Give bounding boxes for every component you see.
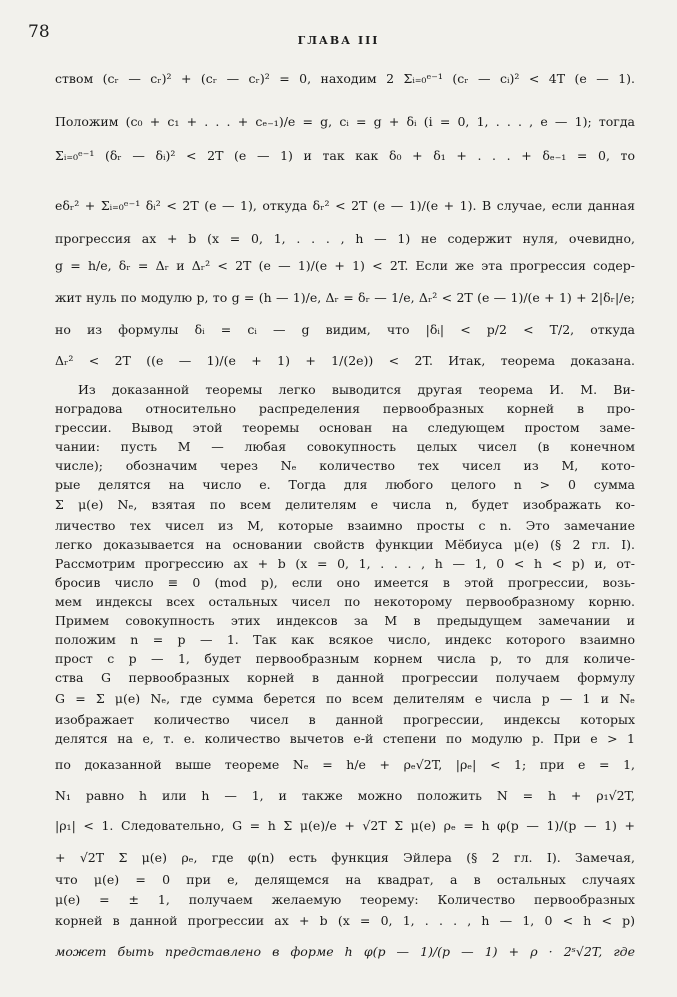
text-line: Положим (c₀ + c₁ + . . . + cₑ₋₁)/e = g, cᵢ = g + δᵢ (i = 0, 1, . . . , e — 1); тогда bbox=[55, 114, 635, 129]
text-line: может быть представлено в форме h φ(p — 1)/(p — 1) + ρ · 2ˢ√2T, где bbox=[55, 944, 635, 959]
text-line: положим n = p — 1. Так как всякое число, индекс которого взаимно bbox=[55, 632, 635, 647]
text-line: Примем совокупность этих индексов за M в предыдущем замечании и bbox=[55, 613, 635, 628]
text-line: изображает количество чисел в данной прогрессии, индексы которых bbox=[55, 712, 635, 727]
text-line: прогрессия ax + b (x = 0, 1, . . . , h — 1) не содержит нуля, очевидно, bbox=[55, 231, 635, 246]
text-line: G = Σ μ(e) Nₑ, где сумма берется по всем делителям e числа p — 1 и Nₑ bbox=[55, 691, 635, 706]
text-line: ноградова относительно распределения первообразных корней в про- bbox=[55, 401, 635, 416]
text-line: грессии. Вывод этой теоремы основан на следующем простом заме- bbox=[55, 420, 635, 435]
text-line: + √2T Σ μ(e) ρₑ, где φ(n) есть функция Эйлера (§ 2 гл. I). Замечая, bbox=[55, 850, 635, 865]
text-line: Δᵣ² < 2T ((e — 1)/(e + 1) + 1/(2e)) < 2T. Итак, теорема доказана. bbox=[55, 353, 635, 368]
text-line: мем индексы всех остальных чисел по некоторому первообразному корню. bbox=[55, 594, 635, 609]
text-line: |ρ₁| < 1. Следовательно, G = h Σ μ(e)/e + √2T Σ μ(e) ρₑ = h φ(p — 1)/(p — 1) + bbox=[55, 818, 635, 833]
text-line: ством (cᵣ — cᵣ)² + (cᵣ — cᵣ)² = 0, находим 2 Σᵢ₌₀ᵉ⁻¹ (cᵣ — cᵢ)² < 4T (e — 1). bbox=[55, 71, 635, 86]
text-line: числе); обозначим через Nₑ количество тех чисел из M, кото- bbox=[55, 458, 635, 473]
text-line: бросив число ≡ 0 (mod p), если оно имеется в этой прогрессии, возь- bbox=[55, 575, 635, 590]
text-line: что μ(e) = 0 при e, делящемся на квадрат, а в остальных случаях bbox=[55, 872, 635, 887]
text-line: корней в данной прогрессии ax + b (x = 0, 1, . . . , h — 1, 0 < h < p) bbox=[55, 913, 635, 928]
text-line: Σ μ(e) Nₑ, взятая по всем делителям e числа n, будет изображать ко- bbox=[55, 497, 635, 512]
page-number: 78 bbox=[28, 22, 50, 42]
text-line: личество тех чисел из M, которые взаимно просты с n. Это замечание bbox=[55, 518, 635, 533]
text-line: μ(e) = ± 1, получаем желаемую теорему: Количество первообразных bbox=[55, 892, 635, 907]
text-line: eδᵣ² + Σᵢ₌₀ᵉ⁻¹ δᵢ² < 2T (e — 1), откуда δᵣ² < 2T (e — 1)/(e + 1). В случае, если данная bbox=[55, 198, 635, 213]
text-line: g = h/e, δᵣ = Δᵣ и Δᵣ² < 2T (e — 1)/(e + 1) < 2T. Если же эта прогрессия содер- bbox=[55, 258, 635, 273]
running-head: ГЛАВА III bbox=[297, 34, 380, 47]
text-line: рые делятся на число e. Тогда для любого целого n > 0 сумма bbox=[55, 477, 635, 492]
text-line: ства G первообразных корней в данной прогрессии получаем формулу bbox=[55, 670, 635, 685]
text-line: прост с p — 1, будет первообразным корнем числа p, то для количе- bbox=[55, 651, 635, 666]
text-line: Рассмотрим прогрессию ax + b (x = 0, 1, . . . , h — 1, 0 < h < p) и, от- bbox=[55, 556, 635, 571]
text-line: Σᵢ₌₀ᵉ⁻¹ (δᵣ — δᵢ)² < 2T (e — 1) и так как δ₀ + δ₁ + . . . + δₑ₋₁ = 0, то bbox=[55, 148, 635, 163]
text-line: по доказанной выше теореме Nₑ = h/e + ρₑ√2T, |ρₑ| < 1; при e = 1, bbox=[55, 757, 635, 772]
text-line: Из доказанной теоремы легко выводится другая теорема И. М. Ви- bbox=[78, 382, 635, 397]
text-line: легко доказывается на основании свойств функции Мёбиуса μ(e) (§ 2 гл. I). bbox=[55, 537, 635, 552]
text-line: жит нуль по модулю p, то g = (h — 1)/e, Δᵣ = δᵣ — 1/e, Δᵣ² < 2T (e — 1)/(e + 1) + 2|δᵣ|/e; bbox=[55, 290, 635, 305]
text-line: но из формулы δᵢ = cᵢ — g видим, что |δᵢ| < p/2 < T/2, откуда bbox=[55, 322, 635, 337]
text-line: делятся на e, т. е. количество вычетов e-й степени по модулю p. При e > 1 bbox=[55, 731, 635, 746]
text-line: чании: пусть M — любая совокупность целых чисел (в конечном bbox=[55, 439, 635, 454]
text-line: N₁ равно h или h — 1, и также можно положить N = h + ρ₁√2T, bbox=[55, 788, 635, 803]
